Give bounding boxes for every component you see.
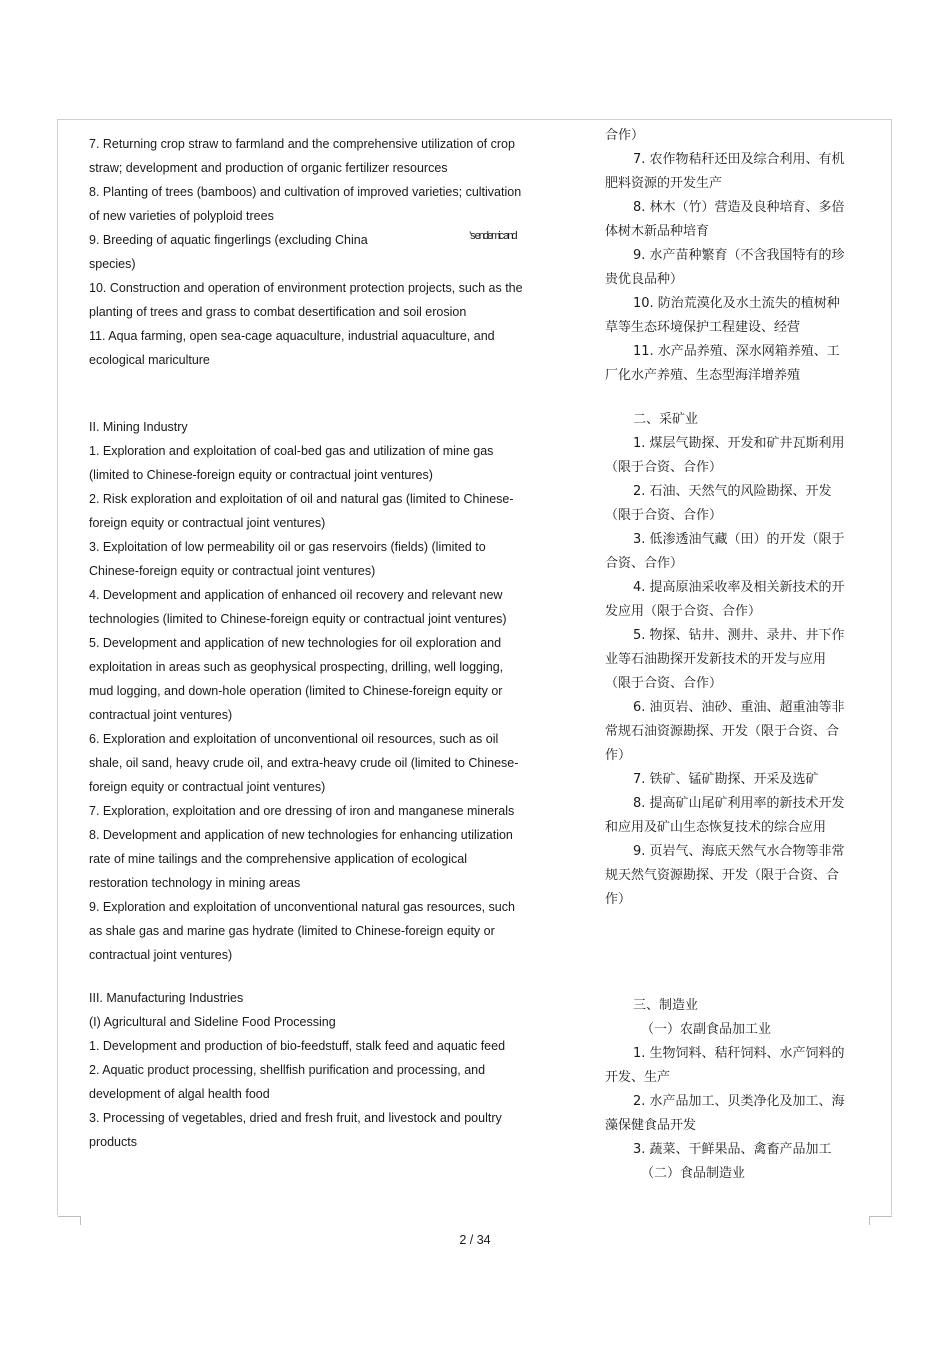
en-overlapping-text: ’ s endemic and	[469, 230, 516, 242]
chinese-column	[605, 124, 845, 1186]
en-manufacturing-item-2: 2. Aquatic product processing, shellfish purification and processing, and development of algal health food	[89, 1063, 486, 1101]
page-frame-left	[57, 119, 58, 1215]
zh-food-manufacturing-subheading: （二）食品制造业	[641, 1166, 746, 1181]
en-manufacturing-item-1: 1. Development and production of bio-feedstuff, stalk feed and aquatic feed	[89, 1039, 506, 1053]
en-mining-item-5: 5. Development and application of new technologies for oil exploration and exploitation in areas such as geophysical prospecting, drilling, well logging, mud logging, and down-hole operation (limited to Chinese-foreign equity or contractual joint ventures)	[89, 636, 504, 722]
zh-agri-item-7: 7. 农作物秸秆还田及综合利用、有机肥料资源的开发生产	[605, 152, 845, 191]
en-mining-heading: II. Mining Industry	[89, 420, 188, 434]
en-agri-item-9-cont: species)	[89, 257, 136, 271]
english-column	[89, 132, 529, 1154]
zh-top-continuation: 合作）	[605, 128, 645, 143]
en-mining-item-4: 4. Development and application of enhanced oil recovery and relevant new technologies (limited to Chinese-foreign equity or contractual joint ventures)	[89, 588, 507, 626]
zh-agri-item-11: 11. 水产品养殖、深水网箱养殖、工厂化水产养殖、生态型海洋增养殖	[605, 344, 840, 383]
zh-agri-item-10: 10. 防治荒漠化及水土流失的植树种草等生态环境保护工程建设、经营	[605, 296, 840, 335]
zh-manufacturing-subheading: （一）农副食品加工业	[641, 1022, 772, 1037]
zh-manufacturing-item-3: 3. 蔬菜、干鲜果品、禽畜产品加工	[633, 1142, 832, 1157]
en-agri-item-10: 10. Construction and operation of environment protection projects, such as the planting of trees and grass to combat desertification and soil erosion	[89, 281, 523, 319]
zh-mining-item-1: 1. 煤层气勘探、开发和矿井瓦斯利用（限于合资、合作）	[605, 436, 845, 475]
en-agri-item-7: 7. Returning crop straw to farmland and the comprehensive utilization of crop straw; development and production of organic fertilizer resources	[89, 137, 515, 175]
en-mining-item-1: 1. Exploration and exploitation of coal-bed gas and utilization of mine gas (limited to Chinese-foreign equity or contractual joint ventures)	[89, 444, 494, 482]
zh-mining-item-4: 4. 提高原油采收率及相关新技术的开发应用（限于合资、合作）	[605, 580, 845, 619]
en-manufacturing-subheading: (I) Agricultural and Sideline Food Processing	[89, 1015, 336, 1029]
en-agri-item-8: 8. Planting of trees (bamboos) and cultivation of improved varieties; cultivation of new varieties of polyploid trees	[89, 185, 522, 223]
en-manufacturing-item-3: 3. Processing of vegetables, dried and fresh fruit, and livestock and poultry products	[89, 1111, 502, 1149]
crop-mark-bottom-right	[869, 1216, 892, 1225]
en-mining-item-9: 9. Exploration and exploitation of unconventional natural gas resources, such as shale gas and marine gas hydrate (limited to Chinese-foreign equity or contractual joint ventures)	[89, 900, 515, 962]
en-mining-item-2: 2. Risk exploration and exploitation of oil and natural gas (limited to Chinese-foreign equity or contractual joint ventures)	[89, 492, 514, 530]
en-mining-item-3: 3. Exploitation of low permeability oil or gas reservoirs (fields) (limited to Chinese-foreign equity or contractual joint ventures)	[89, 540, 486, 578]
zh-mining-item-2: 2. 石油、天然气的风险勘探、开发（限于合资、合作）	[605, 484, 832, 523]
en-agri-item-11: 11. Aqua farming, open sea-cage aquaculture, industrial aquaculture, and ecological mariculture	[89, 329, 495, 367]
en-agri-item-9: 9. Breeding of aquatic fingerlings (excluding China	[89, 233, 368, 247]
en-mining-item-7: 7. Exploration, exploitation and ore dressing of iron and manganese minerals	[89, 804, 515, 818]
en-mining-item-6: 6. Exploration and exploitation of unconventional oil resources, such as oil shale, oil sand, heavy crude oil, and extra-heavy crude oil (limited to Chinese-foreign equity or contractual joint ventures)	[89, 732, 519, 794]
zh-mining-item-9: 9. 页岩气、海底天然气水合物等非常规天然气资源勘探、开发（限于合资、合作）	[605, 844, 845, 907]
page-frame-top	[57, 119, 892, 120]
zh-agri-item-8: 8. 林木（竹）营造及良种培育、多倍体树木新品种培育	[605, 200, 845, 239]
page-frame-right	[891, 119, 892, 1215]
zh-mining-item-7: 7. 铁矿、锰矿勘探、开采及选矿	[633, 772, 819, 787]
en-manufacturing-heading: III. Manufacturing Industries	[89, 991, 244, 1005]
zh-manufacturing-item-1: 1. 生物饲料、秸秆饲料、水产饲料的开发、生产	[605, 1046, 845, 1085]
zh-manufacturing-heading: 三、制造业	[633, 998, 699, 1013]
zh-manufacturing-item-2: 2. 水产品加工、贝类净化及加工、海藻保健食品开发	[605, 1094, 845, 1133]
zh-mining-item-5: 5. 物探、钻井、测井、录井、井下作业等石油勘探开发新技术的开发与应用（限于合资、合作）	[605, 628, 845, 691]
page-number: 2 / 34	[459, 1233, 491, 1247]
zh-mining-heading: 二、采矿业	[633, 412, 699, 427]
zh-agri-item-9: 9. 水产苗种繁育（不含我国特有的珍贵优良品种）	[605, 248, 845, 287]
en-mining-item-8: 8. Development and application of new technologies for enhancing utilization rate of mine tailings and the comprehensive application of ecological restoration technology in mining areas	[89, 828, 513, 890]
crop-mark-bottom-left	[58, 1216, 81, 1225]
zh-mining-item-8: 8. 提高矿山尾矿利用率的新技术开发和应用及矿山生态恢复技术的综合应用	[605, 796, 845, 835]
zh-mining-item-6: 6. 油页岩、油砂、重油、超重油等非常规石油资源勘探、开发（限于合资、合作）	[605, 700, 845, 763]
zh-mining-item-3: 3. 低渗透油气藏（田）的开发（限于合资、合作）	[605, 532, 845, 571]
